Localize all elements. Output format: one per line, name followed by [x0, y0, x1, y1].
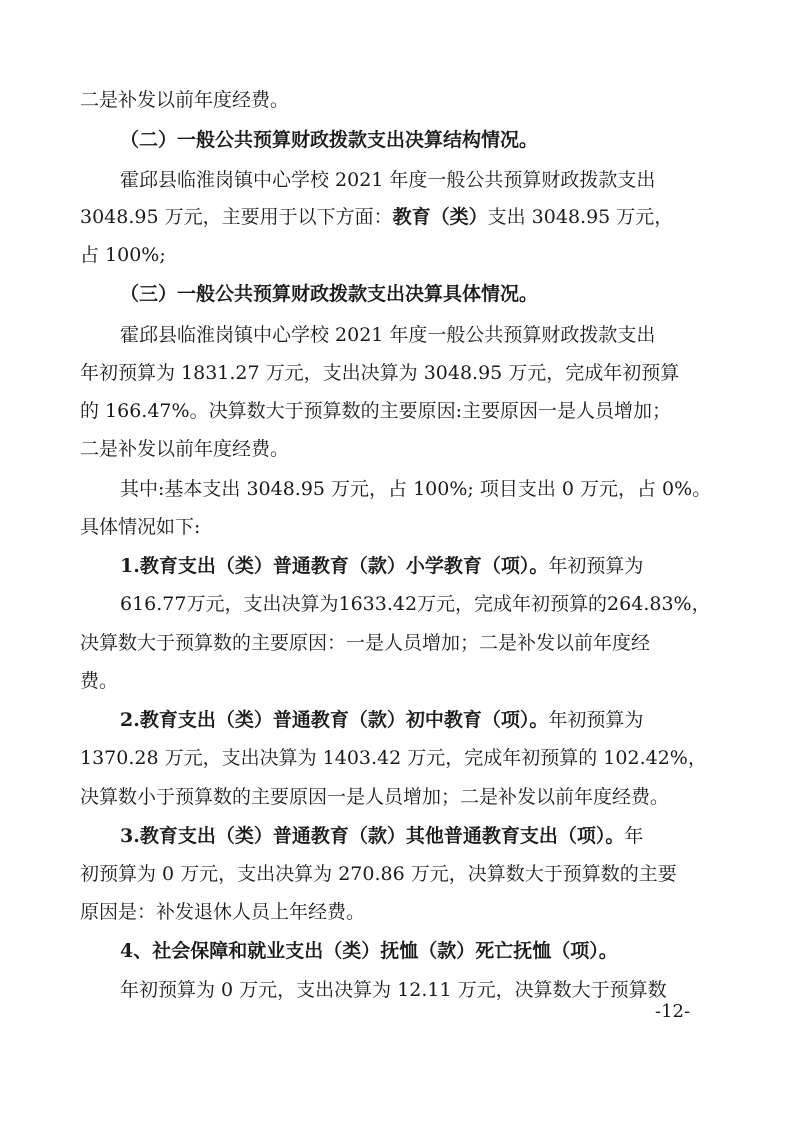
text-run: 年初预算为 — [548, 709, 644, 731]
emphasis-text: 教育（类） — [392, 206, 488, 228]
text-run: 支出 3048.95 万元， — [487, 206, 674, 228]
paragraph-line: 年初预算为 1831.27 万元，支出决算为 3048.95 万元，完成年初预算 — [80, 362, 680, 384]
text-run: 年初预算为 — [548, 555, 644, 577]
section-heading: （三）一般公共预算财政拨款支出决算具体情况。 — [120, 283, 539, 305]
paragraph-line: 霍邱县临淮岗镇中心学校 2021 年度一般公共预算财政拨款支出 — [120, 324, 656, 346]
paragraph-line: 费。 — [80, 670, 119, 692]
item-heading-line — [120, 708, 704, 732]
text-run: 3048.95 万元，主要用于以下方面： — [80, 206, 393, 228]
page-number: -12- — [655, 1001, 691, 1022]
paragraph-line: 占 100%; — [80, 244, 166, 266]
paragraph-line: 决算数小于预算数的主要原因一是人员增加；二是补发以前年度经费。 — [80, 786, 670, 808]
item-heading: 3.教育支出（类）普通教育（款）其他普通教育支出（项）。 — [120, 825, 625, 847]
paragraph-line: 的 166.47%。决算数大于预算数的主要原因:主要原因一是人员增加； — [80, 400, 671, 422]
paragraph-line: 决算数大于预算数的主要原因：一是人员增加；二是补发以前年度经 — [80, 632, 651, 654]
paragraph-line — [80, 205, 704, 229]
text-run: 年 — [624, 825, 644, 847]
paragraph-line: 初预算为 0 万元，支出决算为 270.86 万元，决算数大于预算数的主要 — [80, 863, 677, 885]
paragraph-line: 其中:基本支出 3048.95 万元，占 100%; 项目支出 0 万元，占 0%。 — [120, 478, 712, 500]
paragraph-line: 二是补发以前年度经费。 — [80, 438, 290, 460]
paragraph-line: 原因是：补发退休人员上年经费。 — [80, 901, 366, 923]
paragraph-line: 二是补发以前年度经费。 — [80, 89, 290, 111]
paragraph-line: 霍邱县临淮岗镇中心学校 2021 年度一般公共预算财政拨款支出 — [120, 169, 656, 191]
section-heading: （二）一般公共预算财政拨款支出决算结构情况。 — [120, 129, 539, 151]
paragraph-line: 具体情况如下: — [80, 516, 201, 538]
paragraph-line: 年初预算为 0 万元，支出决算为 12.11 万元，决算数大于预算数 — [120, 979, 667, 1001]
item-heading: 2.教育支出（类）普通教育（款）初中教育（项）。 — [120, 709, 549, 731]
paragraph-line: 616.77万元，支出决算为1633.42万元，完成年初预算的264.83%， — [120, 593, 711, 615]
item-heading-line — [120, 554, 704, 578]
item-heading: 1.教育支出（类）普通教育（款）小学教育（项）。 — [120, 555, 549, 577]
item-heading-line — [120, 824, 704, 848]
item-heading: 4、社会保障和就业支出（类）抚恤（款）死亡抚恤（项）。 — [120, 940, 618, 962]
paragraph-line: 1370.28 万元，支出决算为 1403.42 万元，完成年初预算的 102.42%， — [80, 747, 707, 769]
